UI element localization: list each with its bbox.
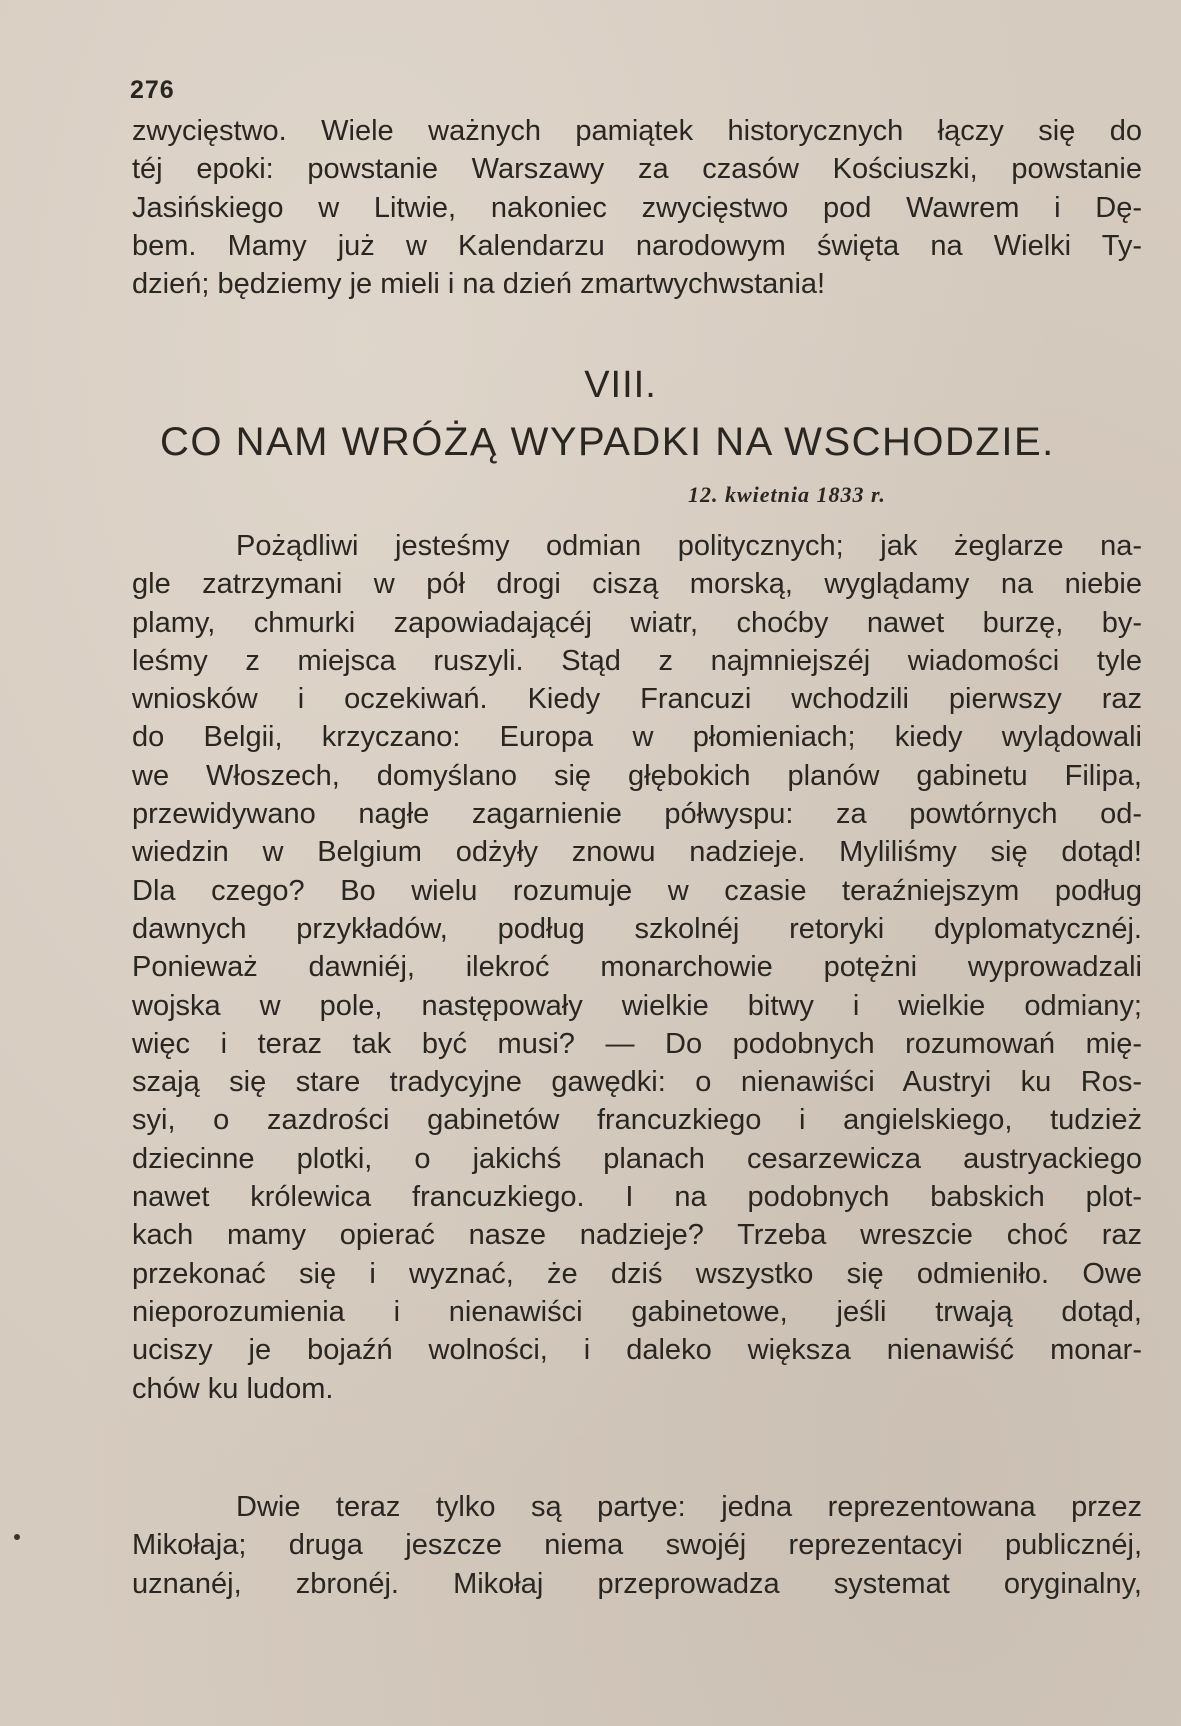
text-line: plamy, chmurki zapowiadającéj wiatr, choćby nawet burzę, by-: [132, 606, 1142, 639]
text-line: przekonać się i wyznać, że dziś wszystko się odmieniło. Owe: [132, 1257, 1142, 1290]
text-line: zwycięstwo. Wiele ważnych pamiątek historycznych łączy się do: [132, 115, 1142, 147]
text-line: przewidywano nagłe zagarnienie półwyspu: za powtórnych od-: [132, 798, 1142, 831]
text-line: szają się stare tradycyjne gawędki: o nienawiści Austryi ku Ros-: [132, 1066, 1142, 1099]
text-line: uciszy je bojaźń wolności, i daleko większa nienawiść monar-: [132, 1334, 1142, 1367]
text-line: syi, o zazdrości gabinetów francuzkiego i angielskiego, tudzież: [132, 1104, 1142, 1137]
text-line: Pożądliwi jesteśmy odmian politycznych; jak żeglarze na-: [236, 530, 1142, 562]
text-line: gle zatrzymani w pół drogi ciszą morską, wyglądamy na niebie: [132, 568, 1142, 601]
chapter-number: VIII.: [584, 364, 657, 406]
text-line: wojska w pole, następowały wielkie bitwy i wielkie odmiany;: [132, 989, 1142, 1022]
paragraph-1: [132, 527, 1142, 1408]
text-line: Ponieważ dawniéj, ilekroć monarchowie potężni wyprowadzali: [132, 951, 1142, 984]
paragraph-2: [132, 1488, 1142, 1603]
text-line: do Belgii, krzyczano: Europa w płomieniach; kiedy wylądowali: [132, 721, 1142, 754]
text-line: uznanéj, zbronéj. Mikołaj przeprowadza systemat oryginalny,: [132, 1567, 1142, 1600]
text-line: Dla czego? Bo wielu rozumuje w czasie teraźniejszym podług: [132, 874, 1142, 907]
page-number: 276: [130, 76, 175, 104]
text-line: leśmy z miejsca ruszyli. Stąd z najmniejszéj wiadomości tyle: [132, 644, 1142, 677]
text-line: we Włoszech, domyślano się głębokich planów gabinetu Filipa,: [132, 759, 1142, 792]
text-line: Mikołaja; druga jeszcze niema swojéj reprezentacyi publicznéj,: [132, 1529, 1142, 1562]
text-line: Dwie teraz tylko są partye: jedna reprezentowana przez: [236, 1491, 1142, 1523]
text-line: kach mamy opierać nasze nadzieje? Trzeba wreszcie choć raz: [132, 1219, 1142, 1252]
chapter-date: 12. kwietnia 1833 r.: [688, 482, 886, 507]
text-line: nieporozumienia i nienawiści gabinetowe, jeśli trwają dotąd,: [132, 1295, 1142, 1328]
paper-speck: [14, 1534, 20, 1540]
text-line: dzień; będziemy je mieli i na dzień zmartwychwstania!: [132, 268, 826, 301]
text-line: wniosków i oczekiwań. Kiedy Francuzi wchodzili pierwszy raz: [132, 683, 1142, 716]
text-line: więc i teraz tak być musi? — Do podobnych rozumowań mię-: [132, 1027, 1142, 1060]
text-line: chów ku ludom.: [132, 1372, 334, 1405]
text-line: Jasińskiego w Litwie, nakoniec zwycięstwo pod Wawrem i Dę-: [132, 191, 1142, 224]
closing-paragraph: [132, 112, 1142, 303]
text-line: nawet królewica francuzkiego. I na podobnych babskich plot-: [132, 1181, 1142, 1214]
chapter-title: CO NAM WRÓŻĄ WYPADKI NA WSCHODZIE.: [160, 420, 1055, 464]
text-line: wiedzin w Belgium odżyły znowu nadzieje. Myliliśmy się dotąd!: [132, 836, 1142, 869]
text-line: bem. Mamy już w Kalendarzu narodowym święta na Wielki Ty-: [132, 229, 1142, 262]
text-line: téj epoki: powstanie Warszawy za czasów Kościuszki, powstanie: [132, 153, 1142, 186]
text-line: dawnych przykładów, podług szkolnéj retoryki dyplomatycznéj.: [132, 912, 1142, 945]
text-line: dziecinne plotki, o jakichś planach cesarzewicza austryackiego: [132, 1142, 1142, 1175]
